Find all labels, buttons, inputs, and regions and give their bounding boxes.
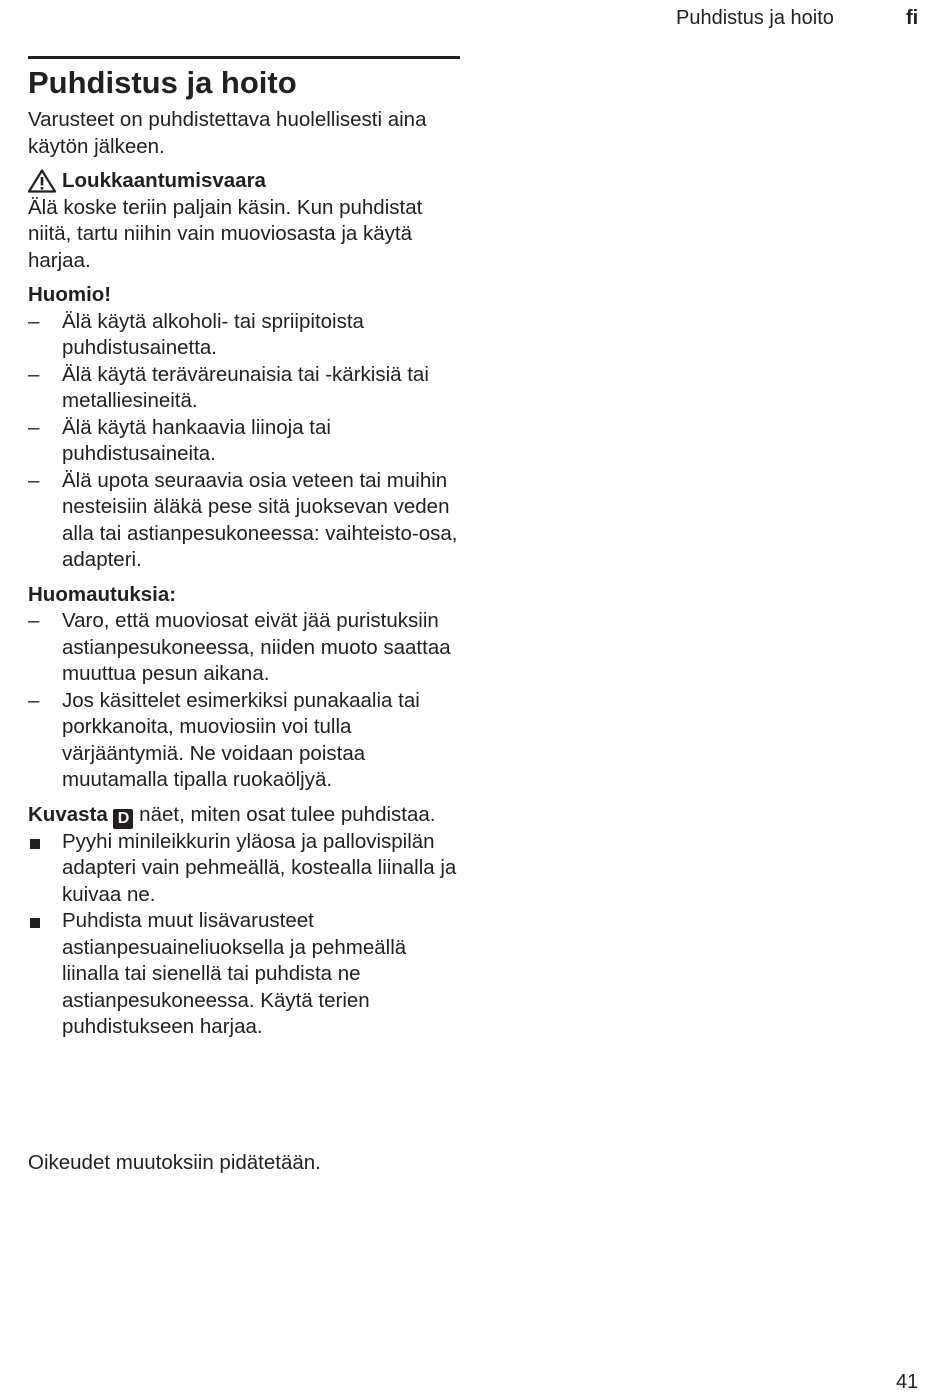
list-item xyxy=(28,829,460,909)
language-code: fi xyxy=(906,7,919,29)
caution-heading: Huomio! xyxy=(28,283,112,306)
section-divider xyxy=(28,56,460,59)
dash-marker: – xyxy=(28,688,40,712)
figure-d-badge: D xyxy=(113,809,133,829)
list-item xyxy=(28,362,460,415)
list-item xyxy=(28,468,460,574)
dash-marker: – xyxy=(28,309,40,333)
dash-marker: – xyxy=(28,609,40,632)
warning-text: Älä koske teriin paljain käsin. Kun puhdistat niitä, tartu niihin vain muoviosasta ja käytä harjaa. xyxy=(28,195,423,272)
main-column xyxy=(28,56,460,1041)
list-item-text: Älä käytä teräväreunaisia tai -kärkisiä tai metalliesineitä. xyxy=(62,362,429,412)
section-title: Puhdistus ja hoito xyxy=(28,65,297,100)
caution-list xyxy=(28,309,460,574)
figure-reference xyxy=(28,802,460,829)
rights-reserved-note: Oikeudet muutoksiin pidätetään. xyxy=(28,1151,321,1174)
dash-marker: – xyxy=(28,468,40,492)
list-item xyxy=(28,309,460,362)
dash-marker: – xyxy=(28,362,40,386)
warning-heading xyxy=(28,168,460,195)
list-item xyxy=(28,608,460,688)
notes-list xyxy=(28,608,460,794)
square-bullet-icon xyxy=(30,918,40,928)
page-number: 41 xyxy=(896,1371,919,1393)
figure-reference-rest: näet, miten osat tulee puhdistaa. xyxy=(139,802,436,826)
list-item-text: Älä upota seuraavia osia veteen tai muihin nesteisiin äläkä pese sitä juoksevan veden alla tai astianpesukoneessa: vaihteisto-osa, adapteri. xyxy=(62,468,458,571)
list-item xyxy=(28,908,460,1041)
list-item-text: Varo, että muoviosat eivät jää puristuksiin astianpesukoneessa, niiden muoto saattaa muuttua pesun aikana. xyxy=(62,609,451,685)
square-bullet-icon xyxy=(30,839,40,849)
list-item-text: Pyyhi minileikkurin yläosa ja pallovispilän adapteri vain pehmeällä, kostealla liinalla ja kuivaa ne. xyxy=(62,829,457,906)
list-item-text: Puhdista muut lisävarusteet astianpesuaineliuoksella ja pehmeällä liinalla tai sienellä tai puhdista ne astianpesukoneessa. Käytä terien puhdistukseen harjaa. xyxy=(62,909,407,1038)
steps-list xyxy=(28,829,460,1041)
notes-heading: Huomautuksia: xyxy=(28,582,177,606)
warning-title: Loukkaantumisvaara xyxy=(62,169,266,192)
figure-reference-lead: Kuvasta xyxy=(28,802,108,826)
list-item-text: Älä käytä alkoholi- tai spriipitoista puhdistusainetta. xyxy=(62,309,364,359)
dash-marker: – xyxy=(28,415,40,439)
running-header-title: Puhdistus ja hoito xyxy=(676,7,834,29)
list-item xyxy=(28,415,460,468)
list-item-text: Jos käsittelet esimerkiksi punakaalia tai porkkanoita, muoviosiin voi tulla värjääntymiä. Ne voidaan poistaa muutamalla tipalla ruokaöljyä. xyxy=(62,688,420,791)
warning-triangle-icon xyxy=(28,169,56,193)
intro-text: Varusteet on puhdistettava huolellisesti aina käytön jälkeen. xyxy=(28,108,427,158)
list-item-text: Älä käytä hankaavia liinoja tai puhdistusaineita. xyxy=(62,415,331,465)
list-item xyxy=(28,688,460,794)
